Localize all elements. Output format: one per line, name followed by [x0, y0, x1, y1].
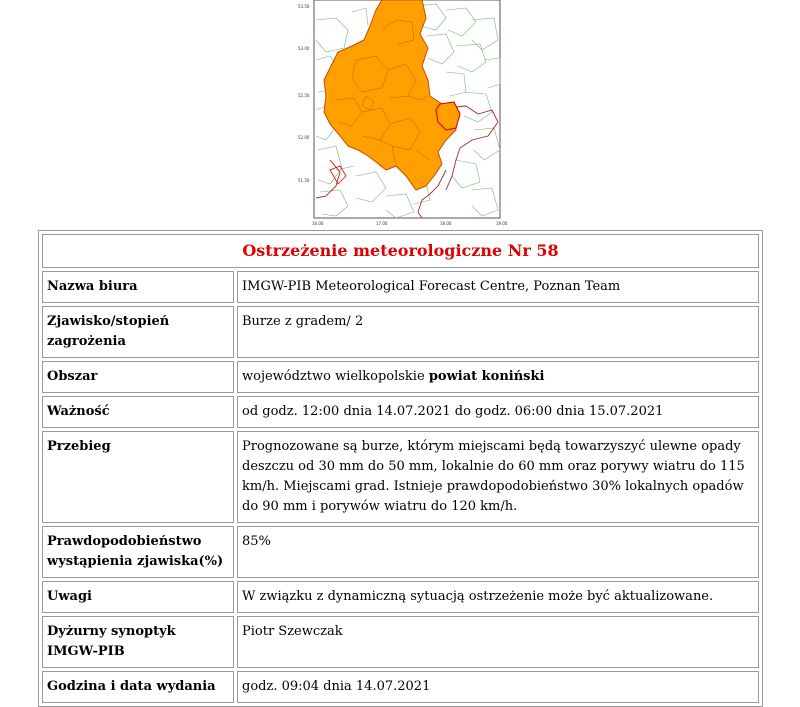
lat-label-0: 53.50 [298, 4, 310, 9]
row-value-office: IMGW-PIB Meteorological Forecast Centre, Poznan Team [237, 271, 759, 303]
table-row [42, 616, 759, 668]
row-value-area [237, 361, 759, 393]
area-voivodeship: województwo wielkopolskie [242, 369, 425, 384]
row-value-probability: 85% [237, 526, 759, 578]
row-label-phenomenon: Zjawisko/stopień zagrożenia [42, 306, 234, 358]
lon-label-2: 18.00 [440, 221, 452, 226]
row-value-forecaster: Piotr Szewczak [237, 616, 759, 668]
area-county: powiat koniński [428, 369, 545, 384]
table-row [42, 526, 759, 578]
row-label-issued: Godzina i data wydania [42, 671, 234, 703]
lat-label-4: 51.50 [298, 178, 310, 183]
lat-label-2: 52.50 [298, 93, 310, 98]
row-label-probability: Prawdopodobieństwo wystąpienia zjawiska(%) [42, 526, 234, 578]
warning-table [38, 230, 763, 707]
table-row [42, 361, 759, 393]
row-label-area: Obszar [42, 361, 234, 393]
row-value-phenomenon: Burze z gradem/ 2 [237, 306, 759, 358]
row-value-validity: od godz. 12:00 dnia 14.07.2021 do godz. 06:00 dnia 15.07.2021 [237, 396, 759, 428]
table-row [42, 396, 759, 428]
title-row [42, 234, 759, 268]
warning-title: Ostrzeżenie meteorologiczne Nr 58 [42, 234, 759, 268]
row-label-validity: Ważność [42, 396, 234, 428]
table-row [42, 581, 759, 613]
lon-label-3: 19.00 [496, 221, 508, 226]
warning-map [296, 0, 508, 226]
lat-label-3: 52.00 [298, 135, 310, 140]
lon-label-1: 17.00 [376, 221, 388, 226]
table-row [42, 431, 759, 523]
row-value-course: Prognozowane są burze, którym miejscami będą towarzyszyć ulewne opady deszczu od 30 mm do 50 mm, lokalnie do 60 mm oraz porywy wiatru do 115 km/h. Miejscami grad. Istnieje prawdopodobieństwo 30% lokalnych opadów do 90 mm i porywów wiatru do 120 km/h. [237, 431, 759, 523]
row-value-issued: godz. 09:04 dnia 14.07.2021 [237, 671, 759, 703]
lon-label-0: 16.00 [312, 221, 324, 226]
table-row [42, 671, 759, 703]
table-row [42, 271, 759, 303]
row-label-course: Przebieg [42, 431, 234, 523]
lat-label-1: 53.00 [298, 46, 310, 51]
row-label-office: Nazwa biura [42, 271, 234, 303]
row-value-remarks: W związku z dynamiczną sytuacją ostrzeżenie może być aktualizowane. [237, 581, 759, 613]
table-row [42, 306, 759, 358]
row-label-forecaster: Dyżurny synoptyk IMGW-PIB [42, 616, 234, 668]
row-label-remarks: Uwagi [42, 581, 234, 613]
map-svg [296, 0, 508, 226]
